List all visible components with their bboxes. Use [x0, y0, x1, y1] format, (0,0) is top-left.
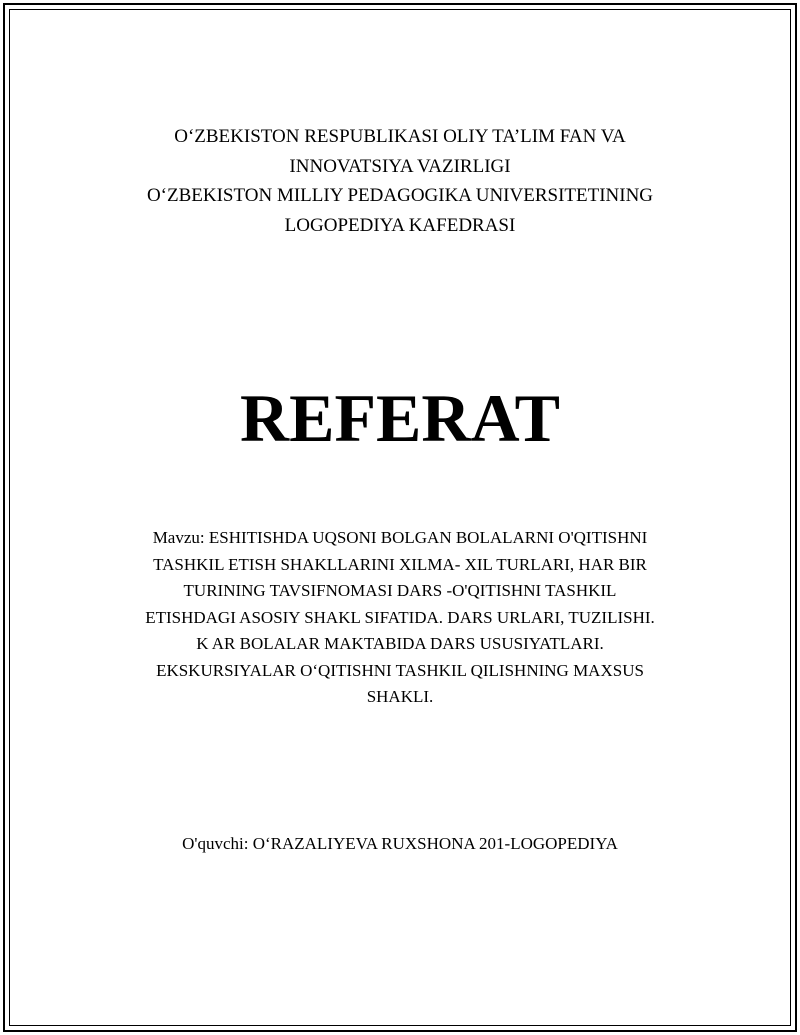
- institution-header: [0, 122, 800, 240]
- topic-line: ETISHDAGI ASOSIY SHAKL SIFATIDA. DARS URLARI, TUZILISHI.: [145, 607, 655, 627]
- header-line: INNOVATSIYA VAZIRLIGI: [289, 155, 511, 177]
- header-line: O‘ZBEKISTON RESPUBLIKASI OLIY TA’LIM FAN VA: [174, 126, 626, 147]
- topic-line: EKSKURSIYALAR O‘QITISHNI TASHKIL QILISHNING MAXSUS: [156, 660, 644, 680]
- header-line: O‘ZBEKISTON MILLIY PEDAGOGIKA UNIVERSITETINING: [146, 185, 654, 206]
- topic-line: TURINING TAVSIFNOMASI DARS -O'QITISHNI TASHKIL: [183, 581, 617, 600]
- student-info: O'quvchi: O‘RAZALIYEVA RUXSHONA 201-LOGOPEDIYA: [182, 834, 618, 853]
- topic-line: Mavzu: ESHITISHDA UQSONI BOLGAN BOLALARNI O'QITISHNI: [152, 528, 648, 547]
- header-line: LOGOPEDIYA KAFEDRASI: [284, 214, 516, 236]
- topic-block: [0, 525, 800, 711]
- document-title: REFERAT: [240, 380, 560, 456]
- topic-line: K AR BOLALAR MAKTABIDA DARS USUSIYATLARI.: [196, 634, 604, 653]
- topic-line: TASHKIL ETISH SHAKLLARINI XILMA- XIL TURLARI, HAR BIR: [153, 554, 647, 574]
- topic-line: SHAKLI.: [366, 687, 434, 706]
